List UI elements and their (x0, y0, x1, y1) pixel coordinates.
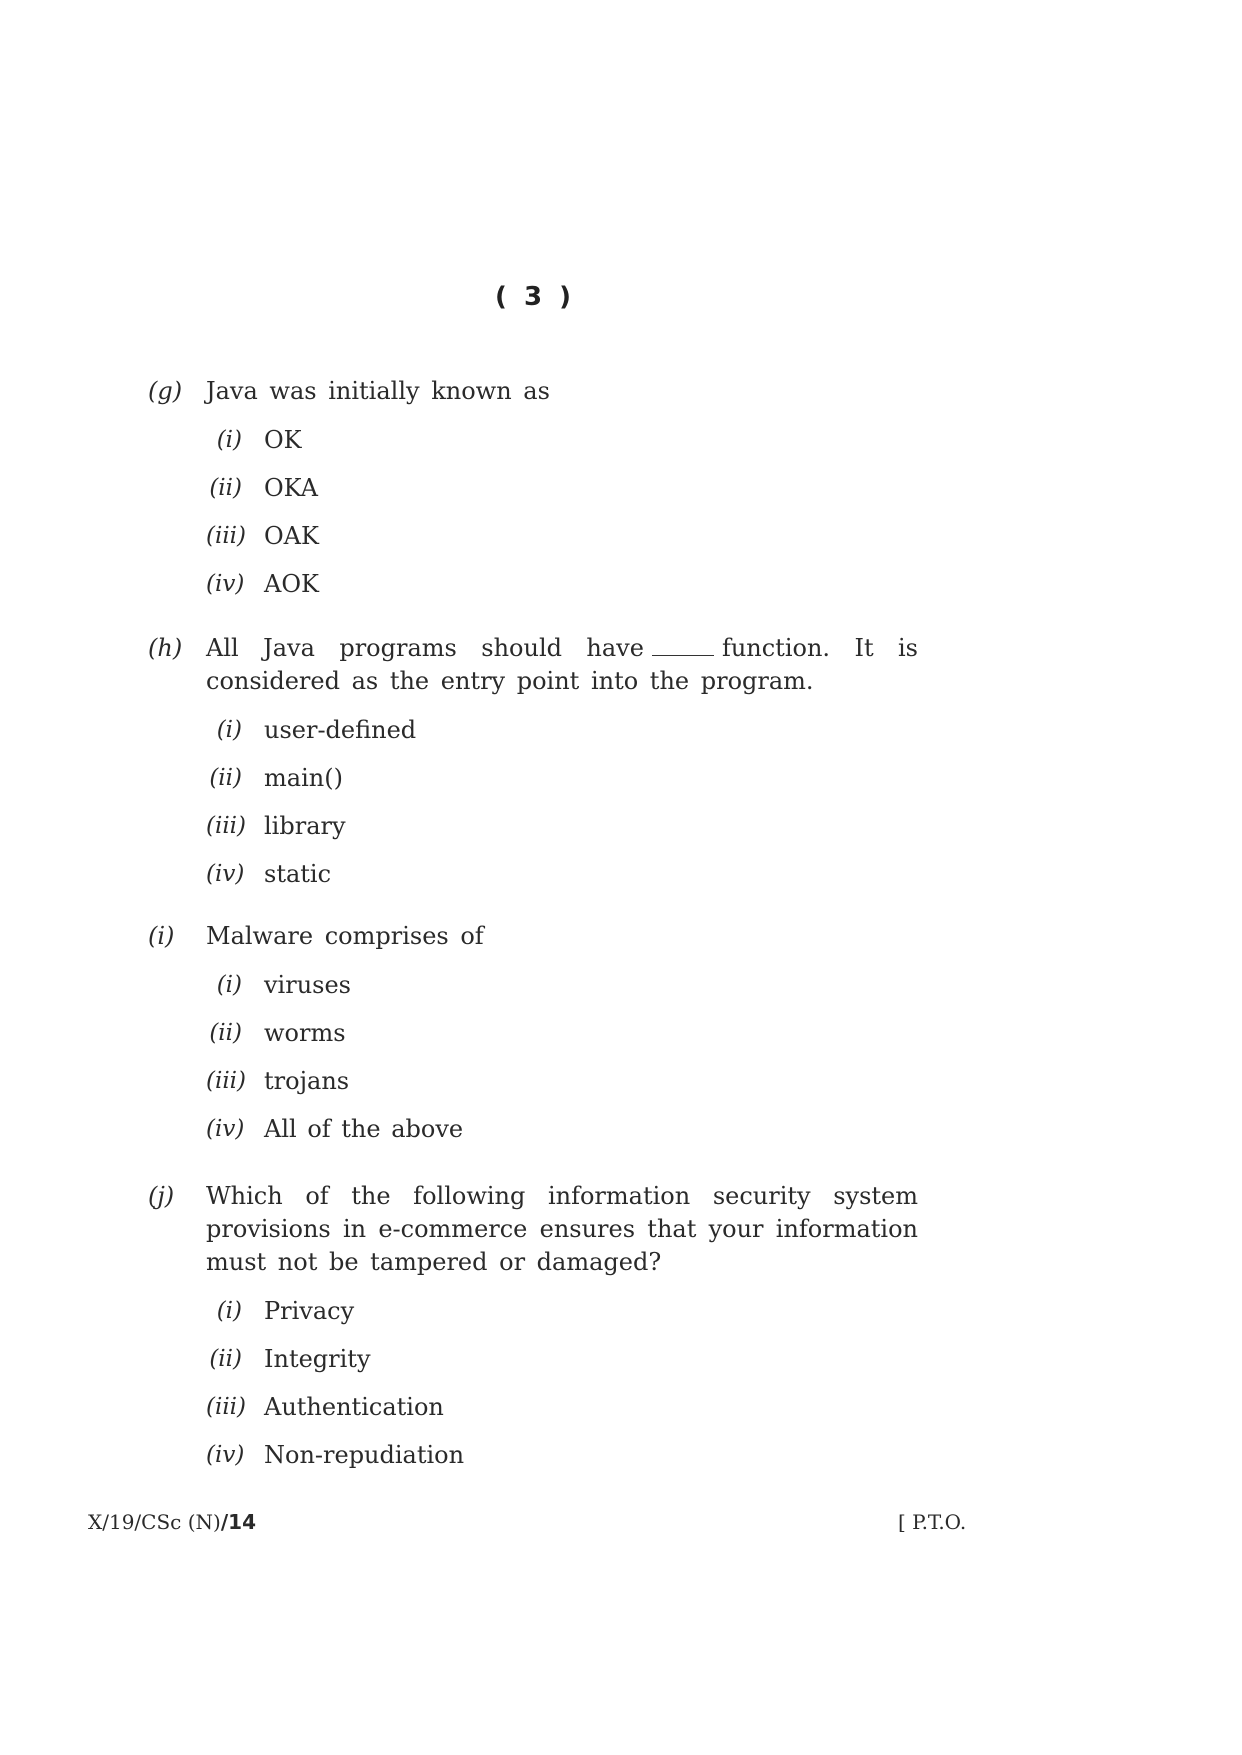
option-text: OAK (264, 522, 319, 550)
option-text: Authentication (264, 1393, 444, 1421)
page-number: ( 3 ) (495, 282, 575, 312)
option-text: library (264, 812, 346, 840)
option-number: (iv) (206, 861, 245, 887)
question-label: (g) (148, 377, 183, 405)
option-number: (iv) (206, 1442, 245, 1468)
option-item (206, 714, 918, 762)
question-g (148, 375, 918, 616)
paper-code (88, 1508, 256, 1536)
option-item (206, 1391, 918, 1439)
option-text: AOK (264, 570, 319, 598)
option-text: OKA (264, 474, 318, 502)
question-h (148, 632, 918, 906)
option-item (206, 568, 918, 616)
option-number: (ii) (209, 475, 242, 501)
option-text: static (264, 860, 332, 888)
options-list (206, 424, 918, 616)
option-item (206, 858, 918, 906)
option-item (206, 1295, 918, 1343)
option-text: Non-repudiation (264, 1441, 465, 1469)
option-text: OK (264, 426, 302, 454)
question-label: (i) (148, 922, 175, 950)
option-number: (i) (216, 427, 242, 453)
option-number: (i) (216, 717, 242, 743)
option-text: viruses (264, 971, 351, 999)
option-number: (iii) (206, 813, 247, 839)
option-number: (i) (216, 1298, 242, 1324)
option-text: trojans (264, 1067, 350, 1095)
paper-code-suffix: /14 (220, 1510, 256, 1534)
option-text: All of the above (264, 1115, 464, 1143)
question-text-after-blank: function. It is considered as the entry point into the program. (206, 634, 918, 695)
option-item (206, 472, 918, 520)
question-text: Malware comprises of (206, 922, 484, 950)
fill-in-blank (652, 641, 714, 656)
option-text: Privacy (264, 1297, 355, 1325)
option-number: (iv) (206, 571, 245, 597)
option-text: worms (264, 1019, 346, 1047)
option-item (206, 520, 918, 568)
option-item (206, 1017, 918, 1065)
option-number: (ii) (209, 1020, 242, 1046)
option-number: (iii) (206, 523, 247, 549)
option-item (206, 762, 918, 810)
question-text-before-blank: All Java programs should have (206, 634, 644, 662)
option-item (206, 1113, 918, 1161)
option-number: (ii) (209, 765, 242, 791)
options-list (206, 1295, 918, 1487)
option-item (206, 969, 918, 1017)
option-number: (iv) (206, 1116, 245, 1142)
option-number: (ii) (209, 1346, 242, 1372)
options-list (206, 714, 918, 906)
option-text: Integrity (264, 1345, 371, 1373)
paper-code-prefix: X/19/CSc (N) (88, 1510, 221, 1534)
question-text: Java was initially known as (206, 377, 550, 405)
option-number: (iii) (206, 1394, 247, 1420)
question-i (148, 920, 918, 1161)
option-item (206, 1065, 918, 1113)
option-number: (iii) (206, 1068, 247, 1094)
please-turn-over: [ P.T.O. (898, 1510, 967, 1534)
question-text: Which of the following information security system provisions in e-commerce ensures that your information must not be tampered or damaged? (206, 1182, 918, 1276)
option-item (206, 424, 918, 472)
option-item (206, 810, 918, 858)
option-text: user-defined (264, 716, 417, 744)
options-list (206, 969, 918, 1161)
question-text (206, 632, 918, 698)
option-item (206, 1439, 918, 1487)
option-item (206, 1343, 918, 1391)
question-j (148, 1180, 918, 1487)
option-text: main() (264, 764, 343, 792)
question-label: (h) (148, 634, 183, 662)
question-label: (j) (148, 1182, 175, 1210)
option-number: (i) (216, 972, 242, 998)
